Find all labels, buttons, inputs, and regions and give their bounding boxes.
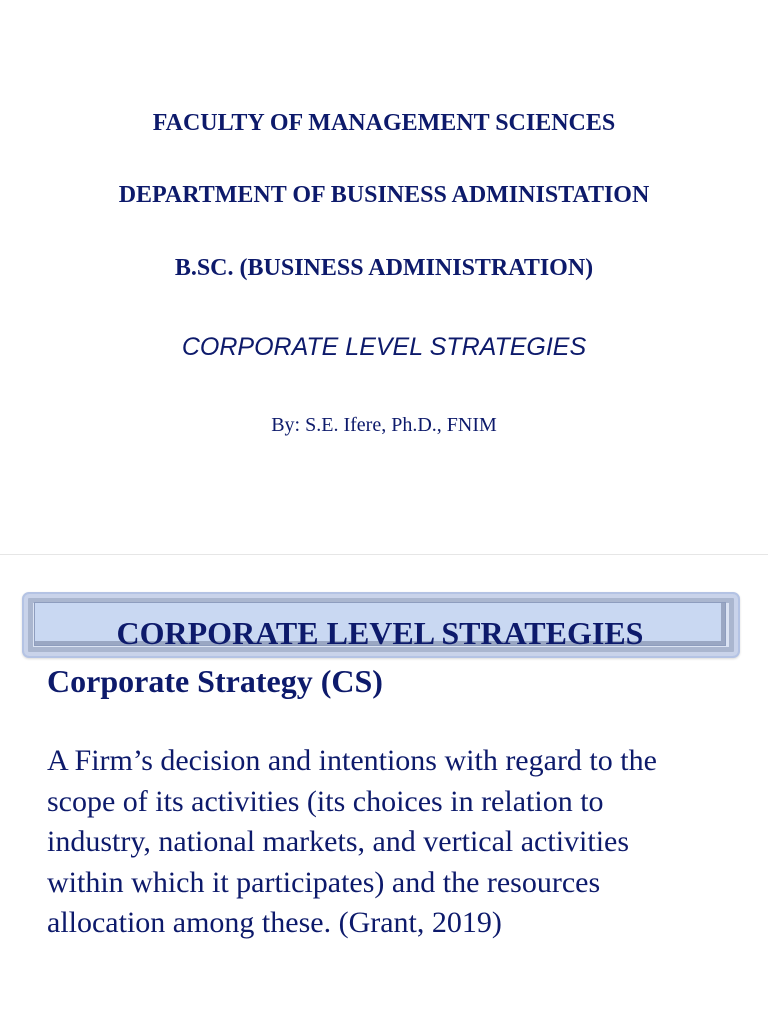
author-line: By: S.E. Ifere, Ph.D., FNIM: [271, 414, 497, 436]
banner-title: CORPORATE LEVEL STRATEGIES: [116, 615, 644, 651]
definition-line: A Firm’s decision and intentions with regard to the: [47, 744, 657, 777]
definition-line: within which it participates) and the resources: [47, 865, 601, 899]
definition-line: allocation among these. (Grant, 2019): [47, 906, 502, 939]
programme-heading: B.SC. (BUSINESS ADMINISTRATION): [174, 255, 594, 281]
faculty-heading: FACULTY OF MANAGEMENT SCIENCES: [152, 110, 616, 136]
course-title: CORPORATE LEVEL STRATEGIES: [181, 333, 587, 361]
section-heading: Corporate Strategy (CS): [47, 663, 383, 699]
definition-paragraph: [47, 741, 757, 944]
content-slide: [0, 555, 768, 1024]
definition-line: industry, national markets, and vertical activities: [47, 825, 630, 858]
title-banner-inner: [34, 602, 726, 651]
definition-line: scope of its activities (its choices in relation to: [47, 784, 604, 818]
department-heading: DEPARTMENT OF BUSINESS ADMINISTATION: [118, 182, 650, 208]
title-banner: [22, 592, 740, 658]
